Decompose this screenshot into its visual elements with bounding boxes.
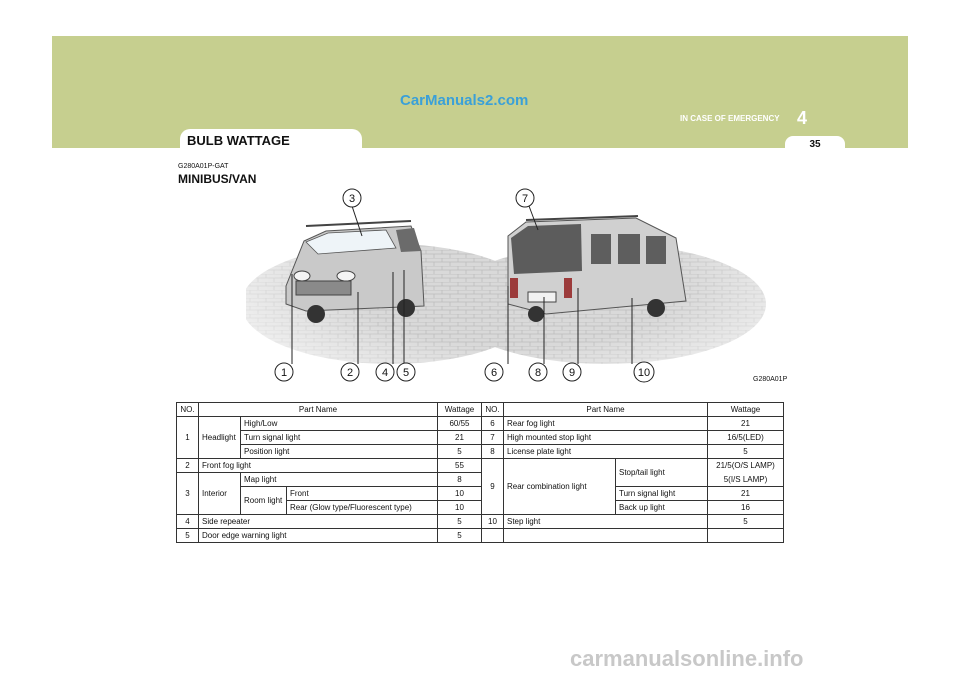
callout-label-6: 6 bbox=[490, 367, 498, 379]
table-cell: 6 bbox=[482, 417, 504, 431]
header-band-margin-left bbox=[0, 36, 52, 148]
table-cell: Door edge warning light bbox=[199, 529, 438, 543]
callout-label-5: 5 bbox=[402, 367, 410, 379]
table-cell: Turn signal light bbox=[241, 431, 438, 445]
table-row bbox=[177, 515, 482, 529]
table-cell: 5(I/S LAMP) bbox=[708, 473, 784, 487]
table-row bbox=[482, 459, 784, 473]
figure-code: G280A01P bbox=[753, 376, 788, 383]
table-cell: 5 bbox=[708, 515, 784, 529]
table-cell: Step light bbox=[504, 515, 708, 529]
table-cell: 3 bbox=[177, 473, 199, 515]
table-cell: Front fog light bbox=[199, 459, 438, 473]
table-cell: 16 bbox=[708, 501, 784, 515]
table-cell: 16/5(LED) bbox=[708, 431, 784, 445]
callout-label-8: 8 bbox=[534, 367, 542, 379]
table-cell: 21 bbox=[438, 431, 482, 445]
table-cell: 10 bbox=[438, 501, 482, 515]
chapter-number: 4 bbox=[797, 108, 808, 128]
section-code: G280A01P-GAT bbox=[178, 163, 229, 170]
table-cell: 8 bbox=[438, 473, 482, 487]
table-row bbox=[482, 529, 784, 543]
header-no: NO. bbox=[482, 403, 504, 417]
table-cell: 7 bbox=[482, 431, 504, 445]
callout-label-10: 10 bbox=[637, 367, 651, 379]
table-cell: Interior bbox=[199, 473, 241, 515]
chapter-label: IN CASE OF EMERGENCY bbox=[680, 114, 780, 123]
table-cell: 1 bbox=[177, 417, 199, 459]
watermark-link[interactable]: CarManuals2.com bbox=[400, 92, 529, 109]
van-illustration bbox=[246, 186, 786, 386]
bulb-table-left bbox=[176, 402, 482, 543]
footer-watermark[interactable]: carmanualsonline.info bbox=[570, 646, 804, 671]
table-row bbox=[177, 473, 482, 487]
table-cell: Map light bbox=[241, 473, 438, 487]
table-cell: 8 bbox=[482, 445, 504, 459]
table-row bbox=[177, 459, 482, 473]
table-cell: Turn signal light bbox=[616, 487, 708, 501]
table-cell: License plate light bbox=[504, 445, 708, 459]
table-row bbox=[177, 417, 482, 431]
table-cell: Room light bbox=[241, 487, 287, 515]
header-wattage: Wattage bbox=[438, 403, 482, 417]
table-cell: Back up light bbox=[616, 501, 708, 515]
table-cell: 21 bbox=[708, 417, 784, 431]
page-subtitle: MINIBUS/VAN bbox=[178, 172, 257, 186]
table-cell: 5 bbox=[438, 515, 482, 529]
page-number: 35 bbox=[785, 136, 845, 152]
table-cell: Rear combination light bbox=[504, 459, 616, 515]
table-cell: 5 bbox=[438, 445, 482, 459]
table-cell: 21/5(O/S LAMP) bbox=[708, 459, 784, 473]
header-part-name: Part Name bbox=[504, 403, 708, 417]
table-row bbox=[482, 515, 784, 529]
table-cell: 55 bbox=[438, 459, 482, 473]
table-row bbox=[177, 529, 482, 543]
table-cell: 5 bbox=[177, 529, 199, 543]
table-cell: Rear fog light bbox=[504, 417, 708, 431]
table-cell: Stop/tail light bbox=[616, 459, 708, 487]
callout-label-7: 7 bbox=[521, 193, 529, 205]
header-no: NO. bbox=[177, 403, 199, 417]
table-cell: 5 bbox=[438, 529, 482, 543]
table-cell: 10 bbox=[438, 487, 482, 501]
table-cell: 9 bbox=[482, 459, 504, 515]
callout-label-3: 3 bbox=[348, 193, 356, 205]
table-cell: 2 bbox=[177, 459, 199, 473]
table-cell: 4 bbox=[177, 515, 199, 529]
table-cell: 21 bbox=[708, 487, 784, 501]
section-title: BULB WATTAGE bbox=[180, 129, 362, 151]
table-row bbox=[482, 417, 784, 431]
table-cell: Rear (Glow type/Fluorescent type) bbox=[287, 501, 438, 515]
table-cell: High/Low bbox=[241, 417, 438, 431]
van-rear-view bbox=[508, 216, 686, 322]
table-cell: 60/55 bbox=[438, 417, 482, 431]
table-cell: Headlight bbox=[199, 417, 241, 459]
table-row bbox=[482, 445, 784, 459]
callout-label-9: 9 bbox=[568, 367, 576, 379]
table-cell: 5 bbox=[708, 445, 784, 459]
callout-label-1: 1 bbox=[280, 367, 288, 379]
table-cell: 10 bbox=[482, 515, 504, 529]
table-cell: Side repeater bbox=[199, 515, 438, 529]
header-band-margin-right bbox=[908, 36, 960, 148]
table-header-row bbox=[177, 403, 482, 417]
callout-label-4: 4 bbox=[381, 367, 389, 379]
table-row bbox=[482, 431, 784, 445]
callout-label-2: 2 bbox=[346, 367, 354, 379]
header-part-name: Part Name bbox=[199, 403, 438, 417]
table-header-row bbox=[482, 403, 784, 417]
header-wattage: Wattage bbox=[708, 403, 784, 417]
table-cell: High mounted stop light bbox=[504, 431, 708, 445]
table-cell: Position light bbox=[241, 445, 438, 459]
table-cell: Front bbox=[287, 487, 438, 501]
bulb-table-right bbox=[481, 402, 784, 543]
